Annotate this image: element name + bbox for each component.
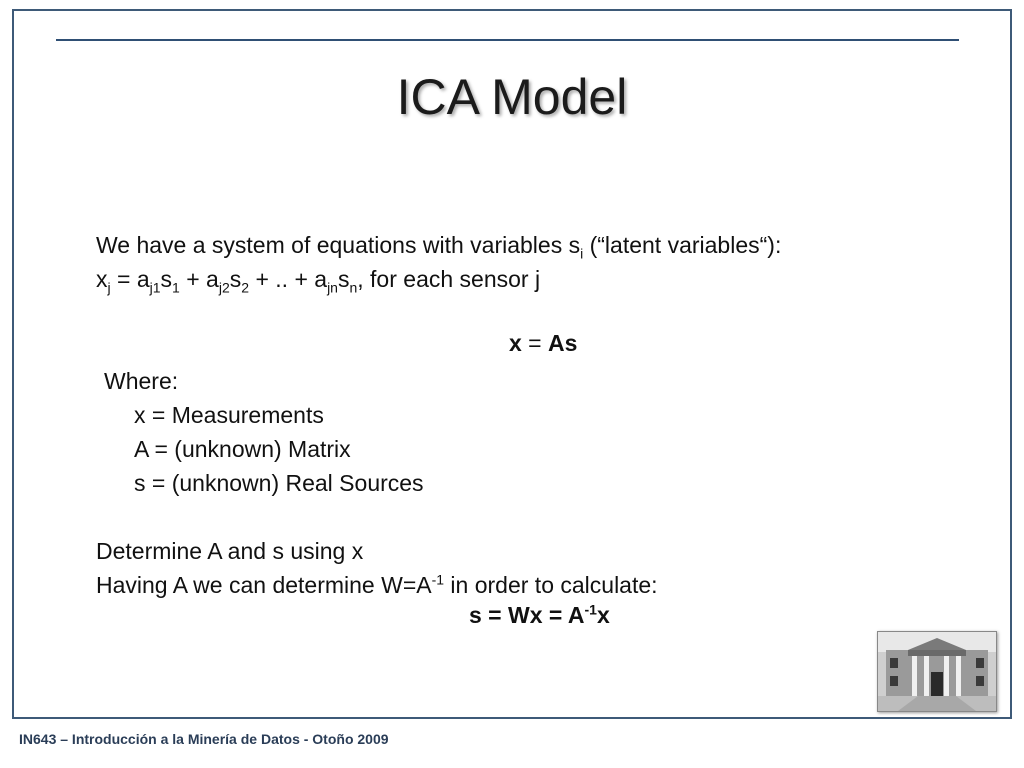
slide-body — [96, 228, 781, 602]
definition-item: s = (unknown) Real Sources — [134, 470, 424, 496]
sensor-equation: $x_j = a_{j1}s_1 + a_{j2}s_2$ + .. + $a_{jn}s_n$, for each sensor j — [96, 266, 541, 296]
footer-course-label: IN643 – Introducción a la Minería de Datos - Otoño 2009 — [19, 731, 389, 747]
university-building-photo — [877, 631, 997, 712]
having-line: Having A we can determine $W=A^{-1}$ in order to calculate: — [96, 571, 658, 598]
where-label: Where: — [104, 368, 179, 394]
top-divider — [56, 39, 959, 41]
building-icon — [878, 632, 996, 711]
definition-item: A = (unknown) Matrix — [134, 436, 351, 462]
slide-title: ICA Model — [396, 69, 628, 125]
determine-line: Determine A and s using x — [96, 538, 364, 564]
model-equation: x = As — [509, 330, 578, 356]
definition-item: x = Measurements — [134, 402, 324, 428]
intro-line: We have a system of equations with variables $s_i$ (“latent variables“): — [96, 232, 782, 262]
solution-equation: $s = Wx = A^{-1}x$ — [469, 601, 610, 628]
